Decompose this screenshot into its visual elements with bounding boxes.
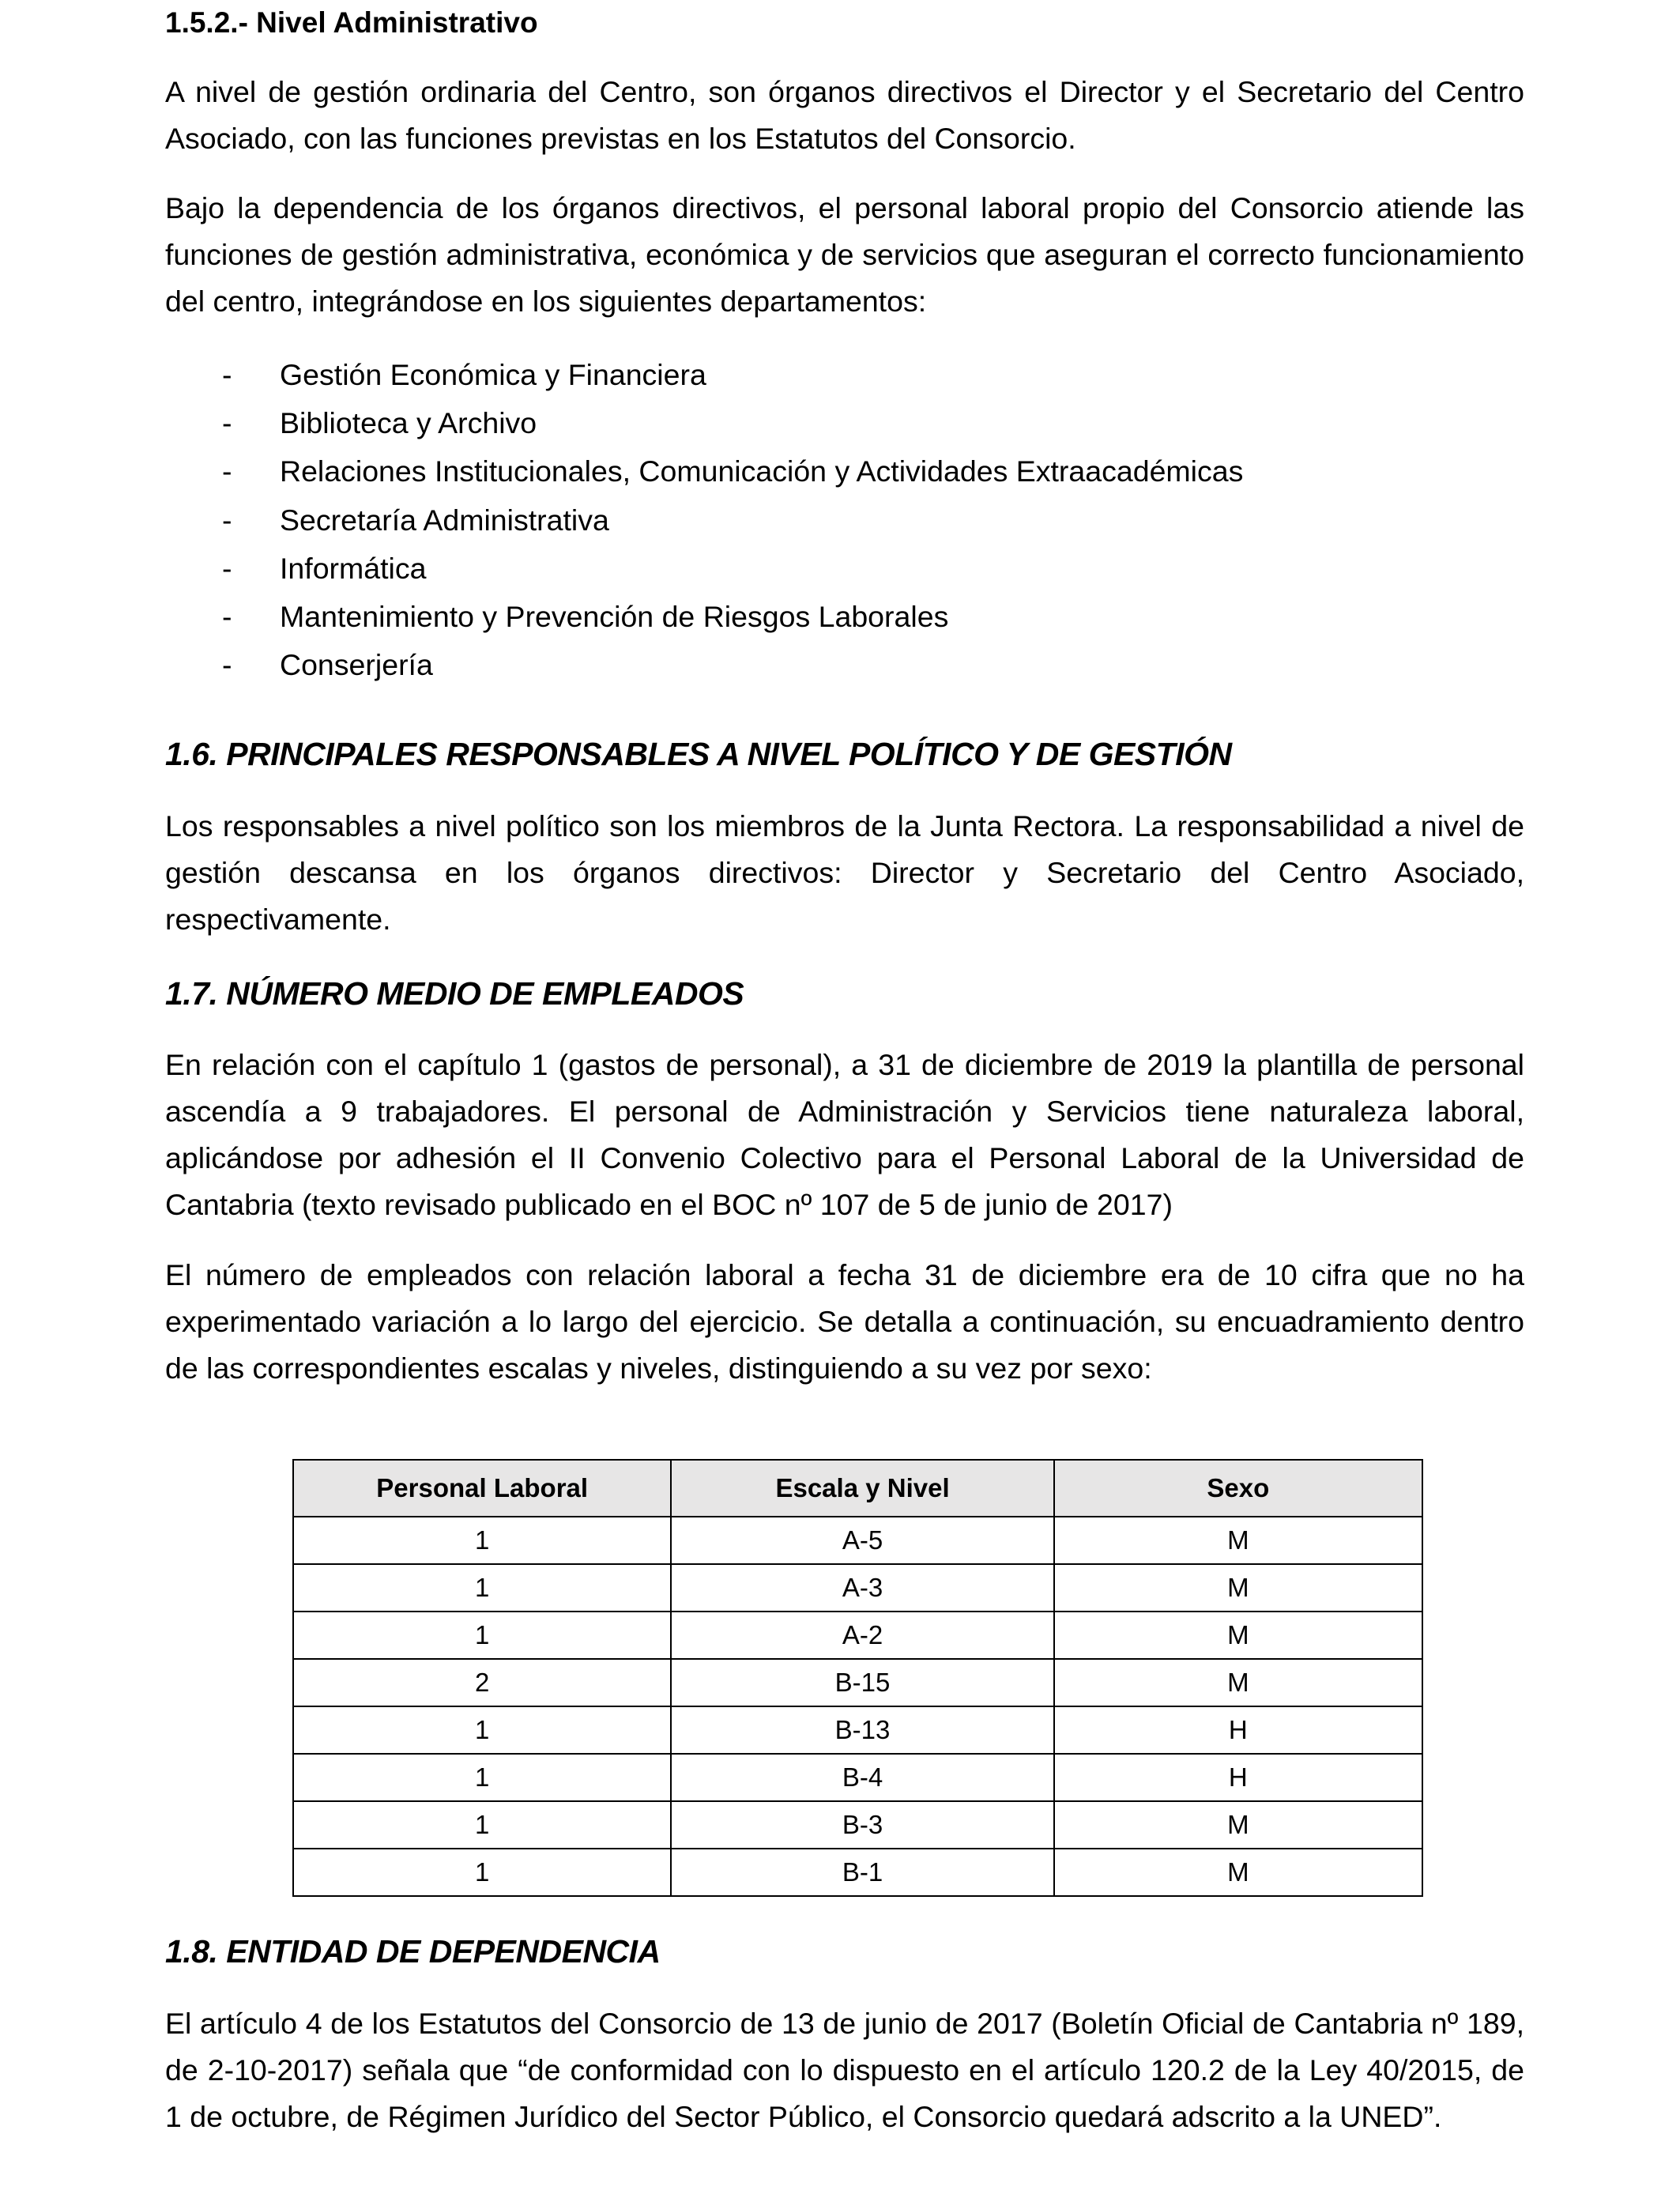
list-item (165, 641, 1524, 689)
list-item (165, 593, 1524, 641)
table-row (293, 1564, 1422, 1612)
table-cell: A-5 (671, 1517, 1053, 1564)
paragraph-nivel-administrativo-1: A nivel de gestión ordinaria del Centro, son órganos directivos el Director y el Secretario del Centro Asociado, con las funciones previstas en los Estatutos del Consorcio. (165, 75, 1524, 155)
table-cell: M (1054, 1564, 1422, 1612)
table-cell: B-3 (671, 1801, 1053, 1849)
table-cell: M (1054, 1849, 1422, 1896)
paragraph-entidad-dependencia: El artículo 4 de los Estatutos del Consorcio de 13 de junio de 2017 (Boletín Oficial de Cantabria nº 189, de 2-10-2017) señala que “de conformidad con lo dispuesto en el artículo 120.2 de la Ley 40/2015, de 1 de octubre, de Régimen Jurídico del Sector Público, el Consorcio quedará adscrito a la UNED”. (165, 2007, 1524, 2133)
table-cell: 2 (293, 1659, 671, 1706)
table-row (293, 1801, 1422, 1849)
table-row (293, 1612, 1422, 1659)
table-cell: 1 (293, 1801, 671, 1849)
column-header-escala-nivel: Escala y Nivel (671, 1460, 1053, 1517)
staff-table (292, 1459, 1423, 1897)
table-cell: 1 (293, 1564, 671, 1612)
table-cell: H (1054, 1706, 1422, 1754)
table-cell: B-15 (671, 1659, 1053, 1706)
list-item (165, 496, 1524, 545)
table-row (293, 1659, 1422, 1706)
department-name: Conserjería (280, 648, 433, 682)
list-item (165, 447, 1524, 496)
list-item (165, 545, 1524, 593)
table-header-row (293, 1460, 1422, 1517)
column-header-sexo: Sexo (1054, 1460, 1422, 1517)
paragraph-empleados-2: El número de empleados con relación laboral a fecha 31 de diciembre era de 10 cifra que no ha experimentado variación a lo largo del ejercicio. Se detalla a continuación, su encuadramiento dentro de las correspondientes escalas y niveles, distinguiendo a su vez por sexo: (165, 1258, 1524, 1385)
department-name: Relaciones Institucionales, Comunicación y Actividades Extraacadémicas (280, 454, 1244, 488)
table-cell: B-13 (671, 1706, 1053, 1754)
column-header-personal-laboral: Personal Laboral (293, 1460, 671, 1517)
bullet-dash: - (222, 648, 232, 682)
table-cell: M (1054, 1801, 1422, 1849)
table-cell: A-2 (671, 1612, 1053, 1659)
heading-1-8: 1.8. ENTIDAD DE DEPENDENCIA (165, 1933, 661, 1970)
paragraph-empleados-1: En relación con el capítulo 1 (gastos de personal), a 31 de diciembre de 2019 la plantilla de personal ascendía a 9 trabajadores. El personal de Administración y Servicios tiene naturaleza laboral, aplicándose por adhesión el II Convenio Colectivo para el Personal Laboral de la Universidad de Cantabria (texto revisado publicado en el BOC nº 107 de 5 de junio de 2017) (165, 1048, 1524, 1221)
table-cell: 1 (293, 1517, 671, 1564)
bullet-dash: - (222, 406, 232, 440)
departments-list (165, 351, 1524, 689)
bullet-dash: - (222, 599, 232, 633)
table-row (293, 1849, 1422, 1896)
heading-1-5-2: 1.5.2.- Nivel Administrativo (165, 6, 538, 39)
department-name: Informática (280, 551, 427, 585)
paragraph-nivel-administrativo-2: Bajo la dependencia de los órganos directivos, el personal laboral propio del Consorcio atiende las funciones de gestión administrativa, económica y de servicios que aseguran el correcto funcionamiento del centro, integrándose en los siguientes departamentos: (165, 191, 1524, 318)
list-item (165, 351, 1524, 399)
table-cell: B-4 (671, 1754, 1053, 1801)
bullet-dash: - (222, 454, 232, 488)
heading-1-7: 1.7. NÚMERO MEDIO DE EMPLEADOS (165, 975, 744, 1012)
table-cell: M (1054, 1612, 1422, 1659)
table-row (293, 1754, 1422, 1801)
table-cell: A-3 (671, 1564, 1053, 1612)
department-name: Secretaría Administrativa (280, 503, 609, 537)
heading-1-6: 1.6. PRINCIPALES RESPONSABLES A NIVEL POLÍTICO Y DE GESTIÓN (165, 736, 1232, 772)
department-name: Biblioteca y Archivo (280, 406, 537, 440)
table-cell: H (1054, 1754, 1422, 1801)
table-cell: M (1054, 1517, 1422, 1564)
department-name: Mantenimiento y Prevención de Riesgos Laborales (280, 599, 949, 633)
table-cell: 1 (293, 1612, 671, 1659)
table-cell: 1 (293, 1849, 671, 1896)
bullet-dash: - (222, 503, 232, 537)
table-cell: B-1 (671, 1849, 1053, 1896)
table-row (293, 1517, 1422, 1564)
table-cell: 1 (293, 1706, 671, 1754)
table-cell: 1 (293, 1754, 671, 1801)
paragraph-responsables: Los responsables a nivel político son los miembros de la Junta Rectora. La responsabilidad a nivel de gestión descansa en los órganos directivos: Director y Secretario del Centro Asociado, respectivamente. (165, 809, 1524, 936)
department-name: Gestión Económica y Financiera (280, 358, 706, 391)
table-cell: M (1054, 1659, 1422, 1706)
list-item (165, 399, 1524, 447)
bullet-dash: - (222, 551, 232, 585)
bullet-dash: - (222, 358, 232, 391)
table-row (293, 1706, 1422, 1754)
